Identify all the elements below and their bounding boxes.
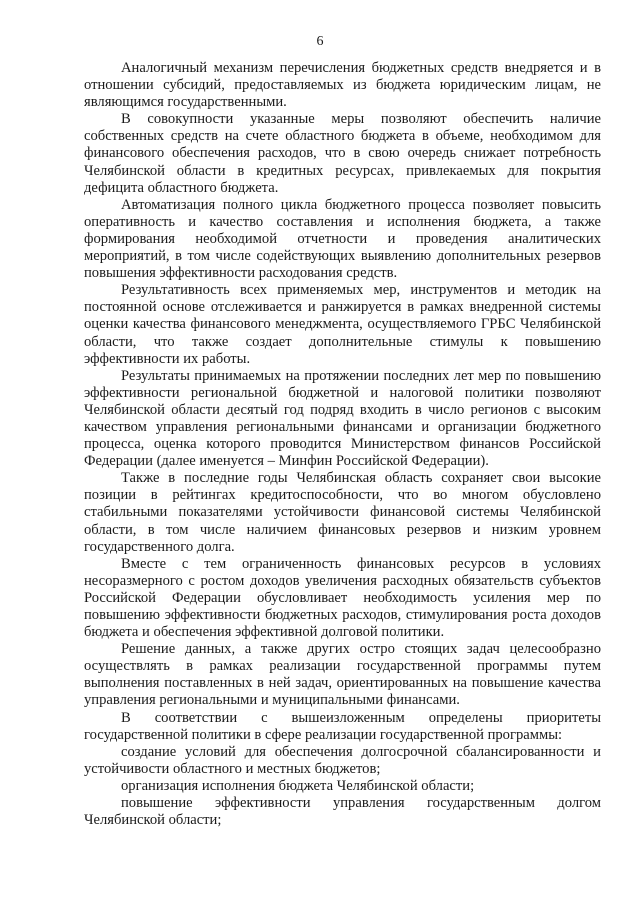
page-number: 6 xyxy=(316,34,324,49)
paragraph-limited-resources: Вместе с тем ограниченность финансовых ресурсов в условиях несоразмерного с ростом доходов увеличения расходных обязательств субъектов Российской Федерации обусловливает необходимость усиления мер по повышению эффективности бюджетных расходов, стимулирования роста доходов бюджета и обеспечения эффективной долговой политики. xyxy=(84,555,601,641)
paragraph-effectiveness-monitoring: Результативность всех применяемых мер, инструментов и методик на постоянной основе отслеживается и ранжируется в рамках внедренной системы оценки качества финансового менеджмента, осуществляемого ГРБС Челябинской области, что также создает дополнительные стимулы к повышению эффективности их работы. xyxy=(84,282,601,367)
document-body xyxy=(84,60,601,829)
list-item-balance: создание условий для обеспечения долгосрочной сбалансированности и устойчивости областного и местных бюджетов; xyxy=(84,743,601,777)
paragraph-credit-ratings: Также в последние годы Челябинская область сохраняет свои высокие позиции в рейтингах кредитоспособности, что во многом обусловлено стабильными показателями устойчивости финансовой системы Челябинской области, в том числе наличием финансовых резервов и низким уровнем государственного долга. xyxy=(84,470,601,555)
paragraph-priorities-intro: В соответствии с вышеизложенным определены приоритеты государственной политики в сфере реализации государственной программы: xyxy=(84,709,601,743)
paragraph-subsidies-mechanism: Аналогичный механизм перечисления бюджетных средств внедряется и в отношении субсидий, предоставляемых из бюджета юридическим лицам, не являющимся государственными. xyxy=(84,60,601,111)
paragraph-solution: Решение данных, а также других остро стоящих задач целесообразно осуществлять в рамках реализации государственной программы путем выполнения поставленных в ней задач, ориентированных на повышение качества управления региональными и муниципальными финансами. xyxy=(84,641,601,709)
paragraph-results: Результаты принимаемых на протяжении последних лет мер по повышению эффективности региональной бюджетной и налоговой политики позволяют Челябинской области десятый год подряд входить в число регионов с высоким качеством управления региональными финансами и организации бюджетного процесса, оценка которого проводится Министерством финансов Российской Федерации (далее именуется – Минфин Российской Федерации). xyxy=(84,367,601,470)
paragraph-automation: Автоматизация полного цикла бюджетного процесса позволяет повысить оперативность и качество составления и исполнения бюджета, а также формирования необходимой отчетности и проведения аналитических мероприятий, в том числе содействующих выявлению дополнительных резервов повышения эффективности расходования средств. xyxy=(84,196,601,282)
paragraph-own-funds: В совокупности указанные меры позволяют обеспечить наличие собственных средств на счете областного бюджета в объеме, необходимом для финансового обеспечения расходов, что в свою очередь снижает потребность Челябинской области в кредитных ресурсах, привлекаемых для покрытия дефицита областного бюджета. xyxy=(84,111,601,196)
list-item-debt-management: повышение эффективности управления государственным долгом Челябинской области; xyxy=(84,795,601,829)
list-item-budget-execution: организация исполнения бюджета Челябинской области; xyxy=(121,777,475,794)
